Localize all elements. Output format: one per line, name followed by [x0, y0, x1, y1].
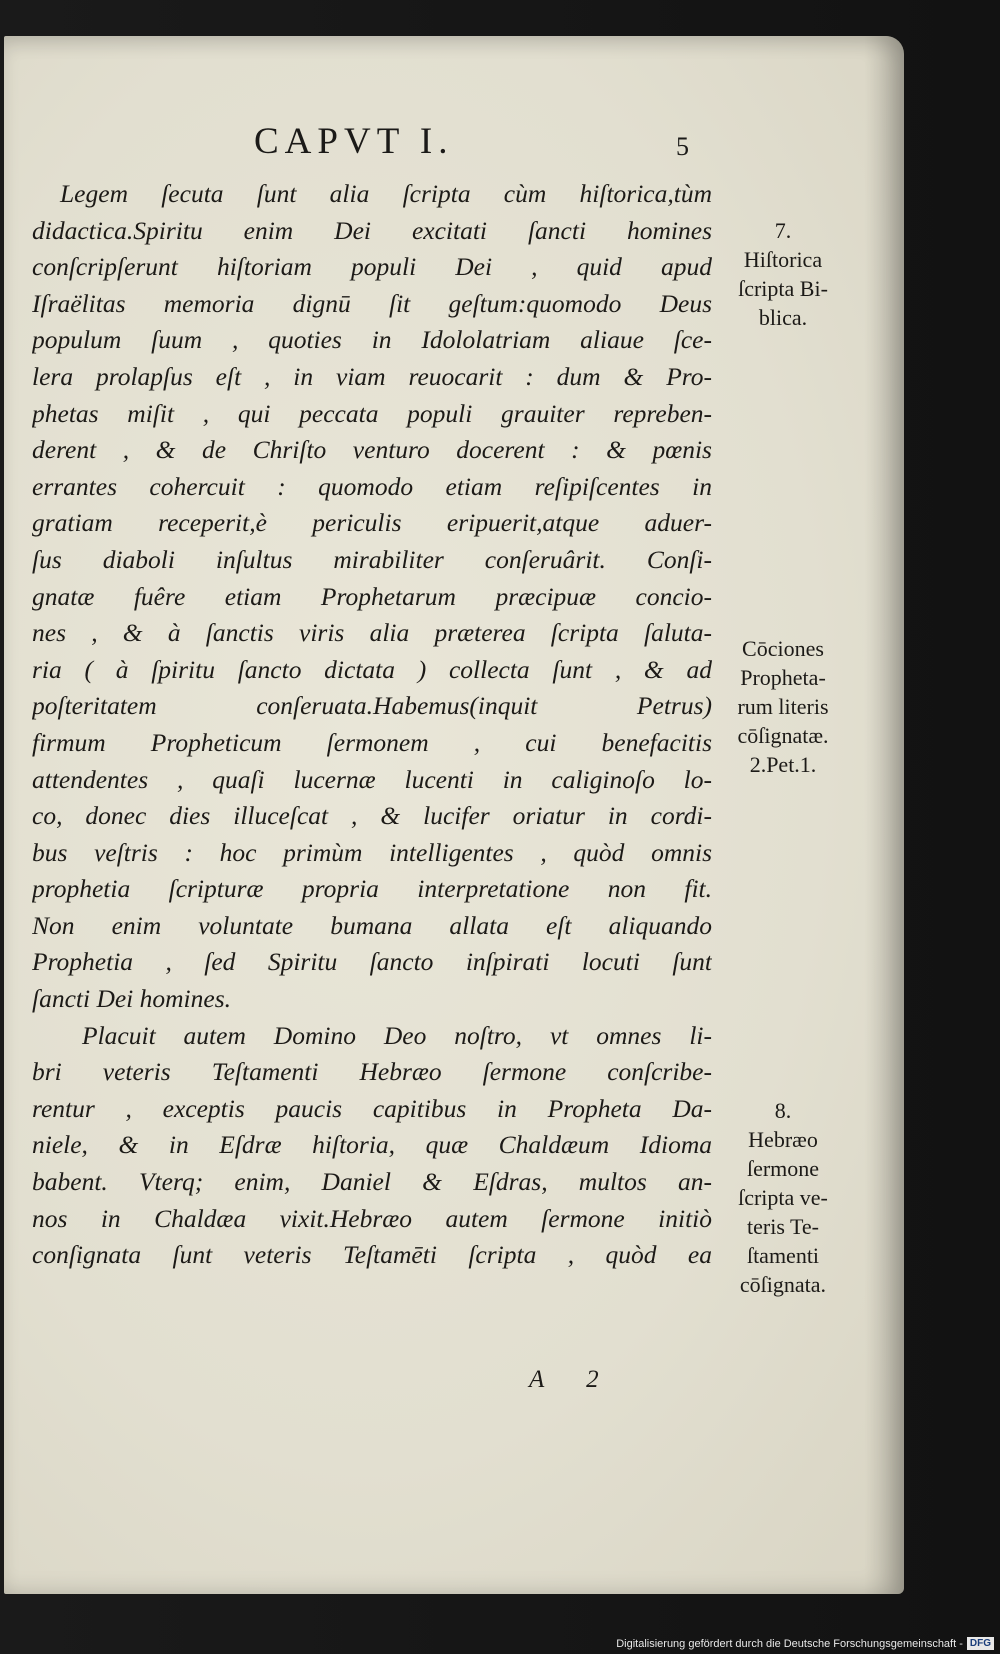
text-line: poſteritatem conſeruata.Habemus(inquit Petrus) [32, 691, 712, 721]
page-number: 5 [676, 132, 689, 161]
text-line: derent , & de Chriſto venturo docerent : & pœnis [32, 435, 712, 465]
signature-mark: A 2 [529, 1366, 617, 1393]
marginal-line: cōſignata. [739, 1272, 827, 1297]
marginal-line: Cōciones [742, 636, 824, 661]
marginal-note-7 [708, 216, 858, 332]
marginal-line: Propheta- [740, 665, 826, 690]
marginal-note-conciones [708, 634, 858, 779]
marginal-line: 8. [774, 1098, 792, 1123]
text-line: didactica.Spiritu enim Dei excitati ſancti homines [32, 215, 712, 245]
text-line: nes , & à ſanctis viris alia præterea ſcripta ſaluta- [32, 618, 712, 648]
text-line: phetas miſit , qui peccata populi grauiter repreben- [32, 398, 712, 428]
marginal-line: blica. [758, 305, 808, 330]
marginal-line: ſtamenti [746, 1243, 820, 1268]
text-line: gnatæ fuêre etiam Prophetarum præcipuæ concio- [32, 581, 712, 611]
text-line: Non enim voluntate bumana allata eſt aliquando [32, 910, 712, 940]
marginal-line: cōſignatæ. [737, 723, 829, 748]
text-line: Placuit autem Domino Deo noſtro, vt omnes li- [82, 1020, 712, 1050]
text-line: errantes cohercuit : quomodo etiam reſipiſcentes in [32, 471, 712, 501]
marginal-line: ſcripta ve- [738, 1185, 828, 1210]
marginal-line: Hiſtorica [743, 247, 823, 272]
marginal-line: 7. [774, 218, 792, 243]
body-text [32, 176, 712, 1274]
marginal-line: rum literis [737, 694, 829, 719]
text-line: Legem ſecuta ſunt alia ſcripta cùm hiſtorica,tùm [60, 179, 712, 208]
text-line: bus veſtris : hoc primùm intelligentes , quòd omnis [32, 837, 712, 867]
marginal-note-8 [708, 1096, 858, 1299]
text-line: firmum Propheticum ſermonem , cui benefacitis [32, 727, 712, 757]
text-line: ſancti Dei homines. [32, 984, 232, 1014]
text-line: conſcripſerunt hiſtoriam populi Dei , quid apud [32, 252, 712, 282]
marginal-line: ſermone [746, 1156, 820, 1181]
text-line: bri veteris Teſtamenti Hebræo ſermone conſcribe- [32, 1057, 712, 1087]
marginal-line: 2.Pet.1. [749, 752, 817, 777]
text-line: co, donec dies illuceſcat , & lucifer oriatur in cordi- [32, 801, 712, 831]
marginal-line: ſcripta Bi- [738, 276, 828, 301]
text-line: niele, & in Eſdræ hiſtoria, quæ Chaldæum Idioma [32, 1130, 712, 1160]
marginal-line: teris Te- [747, 1214, 819, 1239]
text-line: ria ( à ſpiritu ſancto dictata ) collecta ſunt , & ad [32, 654, 712, 684]
text-line: attendentes , quaſi lucernæ lucenti in caliginoſo lo- [32, 764, 712, 794]
text-line: babent. Vterq; enim, Daniel & Eſdras, multos an- [32, 1167, 712, 1197]
credit-text: Digitalisierung gefördert durch die Deutsche Forschungsgemeinschaft - [616, 1637, 963, 1650]
digitization-credit [616, 1637, 994, 1650]
text-line: nos in Chaldæa vixit.Hebræo autem ſermone initiò [32, 1203, 712, 1233]
page-edge-shadow [864, 36, 904, 1594]
text-line: Iſraëlitas memoria dignū ſit geſtum:quomodo Deus [32, 288, 712, 318]
text-line: conſignata ſunt veteris Teſtamēti ſcripta , quòd ea [32, 1240, 712, 1270]
running-head: CAPVT I. [254, 121, 454, 162]
marginal-line: Hebræo [748, 1127, 818, 1152]
text-line: gratiam receperit,è periculis eripuerit,atque aduer- [32, 508, 712, 538]
text-line: ſus diaboli inſultus mirabiliter conſeruârit. Conſi- [32, 544, 712, 574]
text-line: populum ſuum , quoties in Idololatriam aliaue ſce- [32, 325, 712, 355]
text-line: Prophetia , ſed Spiritu ſancto inſpirati locuti ſunt [32, 947, 712, 977]
text-line: prophetia ſcripturæ propria interpretatione non fit. [32, 874, 712, 904]
dfg-logo-icon: DFG [967, 1637, 994, 1650]
text-line: rentur , exceptis paucis capitibus in Propheta Da- [32, 1093, 712, 1123]
book-page [4, 36, 904, 1594]
text-line: lera prolapſus eſt , in viam reuocarit : dum & Pro- [32, 361, 712, 391]
